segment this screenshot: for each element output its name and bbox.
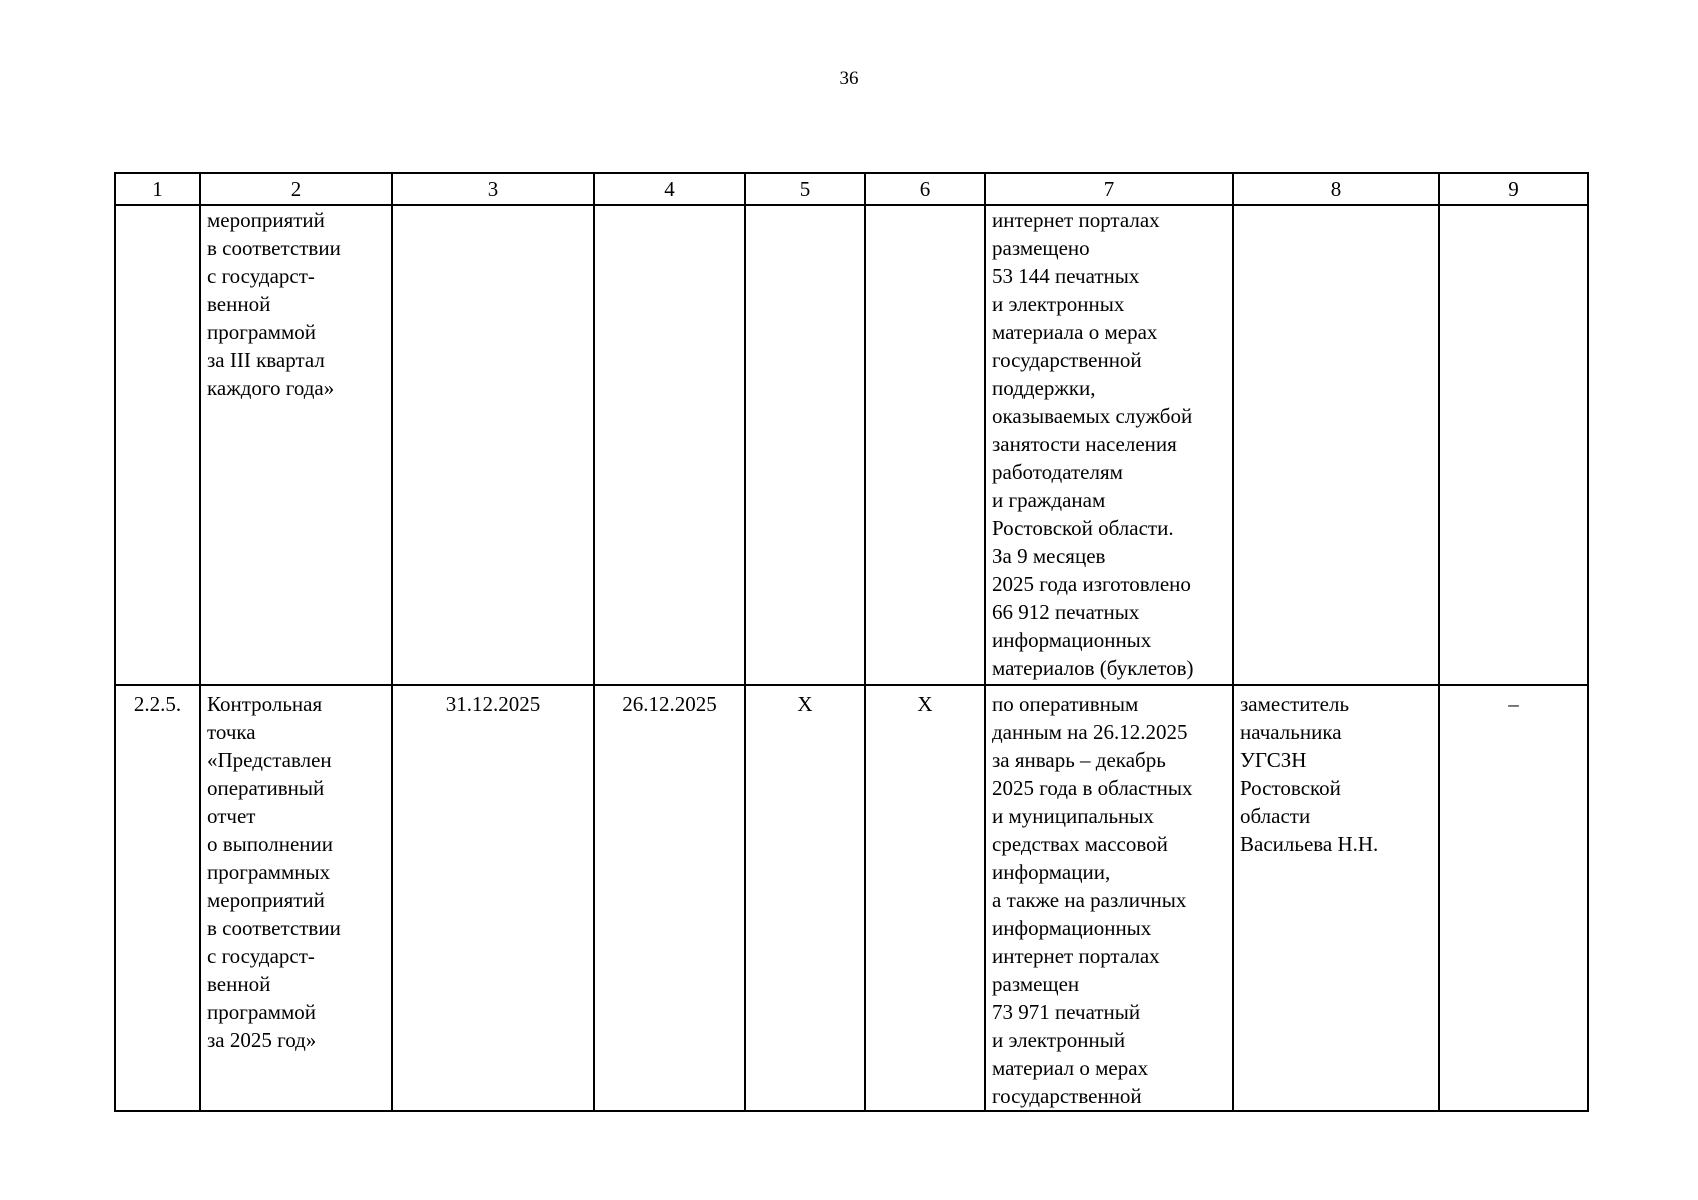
cell-text-line: программных [207, 860, 331, 884]
cell-text-line: программой [207, 320, 316, 344]
cell-text-line: интернет порталах [992, 208, 1160, 232]
column-9-cell [1439, 205, 1588, 685]
cell-text-line: точка [207, 720, 256, 744]
cell-text-line: информационных [992, 628, 1152, 652]
column-6-cell [865, 205, 985, 685]
row-number-cell [115, 205, 200, 685]
cell-text-line: начальника [1240, 720, 1342, 744]
cell-text-line: информации, [992, 860, 1111, 884]
column-number-row [115, 173, 1588, 205]
cell-text-line: с государст- [207, 944, 315, 968]
cell-text-line: с государст- [207, 264, 315, 288]
cell-text-line: За 9 месяцев [992, 544, 1106, 568]
table-row [115, 685, 1588, 1111]
column-number-1: 1 [115, 173, 200, 205]
page-number: 36 [839, 68, 859, 89]
cell-text-line: программой [207, 1000, 316, 1024]
cell-text-line: по оперативным [992, 692, 1139, 716]
cell-text-line: заместитель [1240, 692, 1350, 716]
cell-text-line: интернет порталах [992, 944, 1160, 968]
cell-text-line: УГСЗН [1240, 748, 1307, 772]
cell-text-line: оказываемых службой [992, 404, 1193, 428]
cell-text-line: оперативный [207, 776, 325, 800]
cell-text-line: «Представлен [207, 748, 332, 772]
cell-text-line: информационных [992, 916, 1152, 940]
cell-text-line: материалов (буклетов) [992, 656, 1194, 680]
cell-text-line: а также на различных [992, 888, 1187, 912]
cell-text-line: 73 971 печатный [992, 1000, 1141, 1024]
responsible-cell [1233, 685, 1439, 1111]
column-6-cell: X [865, 685, 985, 1111]
planned-date-cell [392, 205, 594, 685]
actual-date-cell: 26.12.2025 [594, 685, 745, 1111]
cell-text-line: Васильева Н.Н. [1240, 832, 1379, 856]
column-number-9: 9 [1439, 173, 1588, 205]
cell-text-line: данным на 26.12.2025 [992, 720, 1188, 744]
result-description-cell [985, 205, 1233, 685]
cell-text-line: венной [207, 972, 271, 996]
column-9-cell: – [1439, 685, 1588, 1111]
cell-text-line: в соответствии [207, 236, 341, 260]
cell-text-line: мероприятий [207, 888, 325, 912]
column-number-7: 7 [985, 173, 1233, 205]
event-name-cell [200, 685, 392, 1111]
cell-text-line: занятости населения [992, 432, 1177, 456]
cell-text-line: за январь – декабрь [992, 748, 1166, 772]
table-row [115, 205, 1588, 685]
cell-text-line: мероприятий [207, 208, 325, 232]
cell-text-line: отчет [207, 804, 256, 828]
cell-text-line: материала о мерах [992, 320, 1158, 344]
column-5-cell: X [745, 685, 865, 1111]
cell-text-line: средствах массовой [992, 832, 1168, 856]
cell-text-line: материал о мерах [992, 1056, 1149, 1080]
cell-text-line: 2025 года изготовлено [992, 572, 1191, 596]
column-number-2: 2 [200, 173, 392, 205]
column-number-5: 5 [745, 173, 865, 205]
column-5-cell [745, 205, 865, 685]
cell-text-line: государственной [992, 348, 1142, 372]
cell-text-line: поддержки, [992, 376, 1096, 400]
responsible-cell [1233, 205, 1439, 685]
column-number-6: 6 [865, 173, 985, 205]
cell-text-line: венной [207, 292, 271, 316]
result-description-cell [985, 685, 1233, 1111]
cell-text-line: размещено [992, 236, 1090, 260]
cell-text-line: за 2025 год» [207, 1028, 317, 1052]
cell-text-line: 2025 года в областных [992, 776, 1193, 800]
cell-text-line: и электронный [992, 1028, 1126, 1052]
cell-text-line: в соответствии [207, 916, 341, 940]
actual-date-cell [594, 205, 745, 685]
cell-text-line: государственной [992, 1084, 1142, 1108]
cell-text-line: Ростовской области. [992, 516, 1174, 540]
cell-text-line: за III квартал [207, 348, 325, 372]
column-number-4: 4 [594, 173, 745, 205]
cell-text-line: Ростовской [1240, 776, 1341, 800]
cell-text-line: и гражданам [992, 488, 1106, 512]
column-number-3: 3 [392, 173, 594, 205]
cell-text-line: о выполнении [207, 832, 333, 856]
cell-text-line: 66 912 печатных [992, 600, 1140, 624]
cell-text-line: области [1240, 804, 1311, 828]
event-name-cell [200, 205, 392, 685]
cell-text-line: размещен [992, 972, 1080, 996]
cell-text-line: и муниципальных [992, 804, 1154, 828]
cell-text-line: Контрольная [207, 692, 323, 716]
cell-text-line: 53 144 печатных [992, 264, 1140, 288]
row-number-cell: 2.2.5. [115, 685, 200, 1111]
column-number-8: 8 [1233, 173, 1439, 205]
cell-text-line: и электронных [992, 292, 1125, 316]
plan-table [114, 172, 1589, 1112]
planned-date-cell: 31.12.2025 [392, 685, 594, 1111]
cell-text-line: каждого года» [207, 376, 335, 400]
cell-text-line: работодателям [992, 460, 1123, 484]
